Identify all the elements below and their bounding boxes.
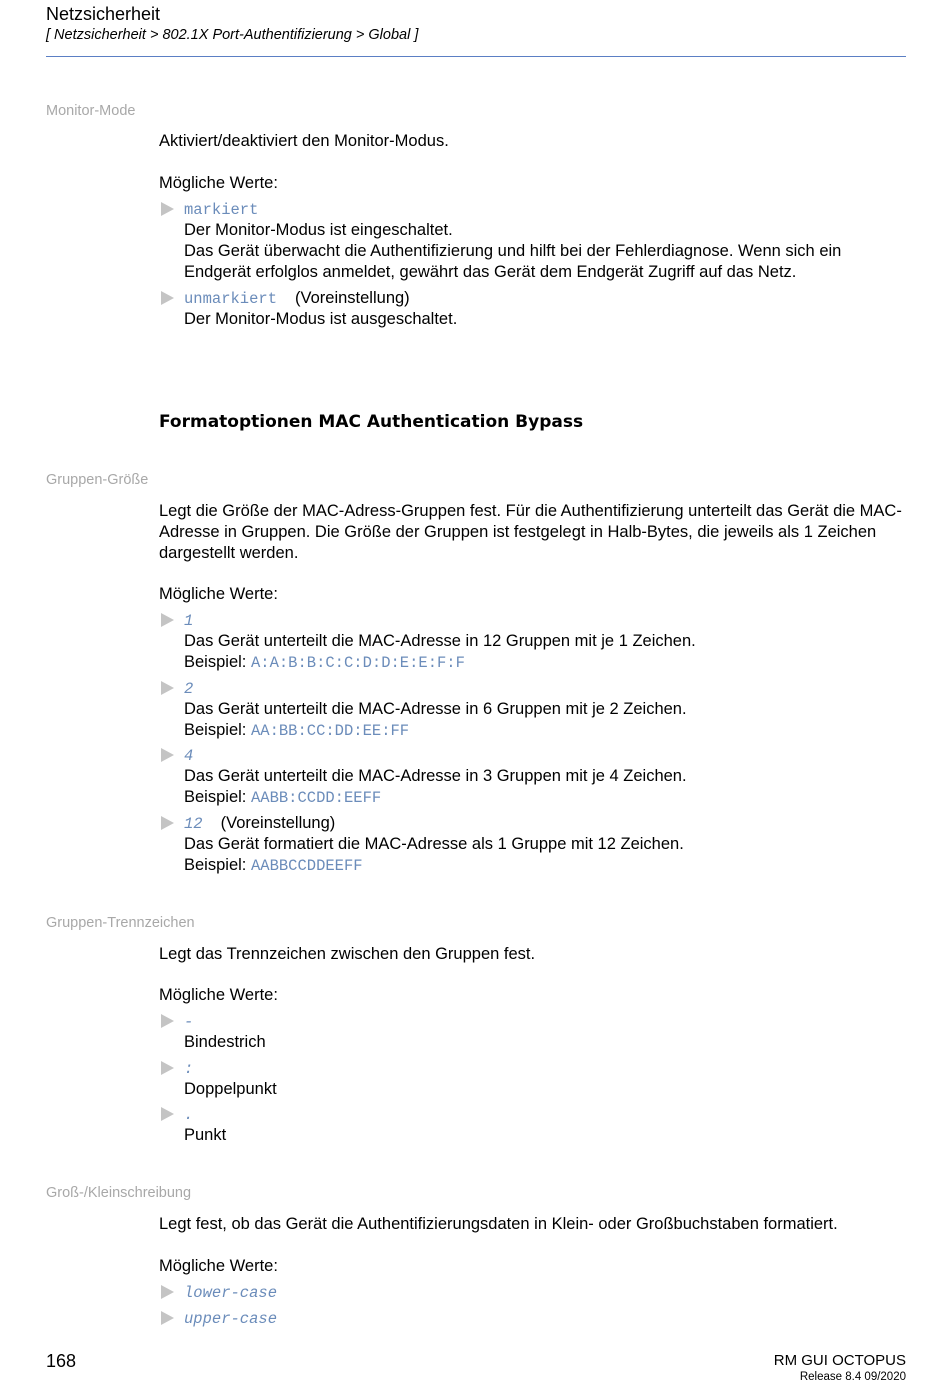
bullet-arrow-icon <box>161 1061 174 1075</box>
case-label: Groß-/Kleinschreibung <box>46 1185 192 1201</box>
group-size-description: Legt die Größe der MAC-Adress-Gruppen fest. Für die Authentifizierung unterteilt das Gerät die MAC-Adresse in Gruppen. Die Größe der Gruppen ist festgelegt in Halb-Bytes, die jeweils als 1 Zeichen dargestellt werden. <box>159 502 902 562</box>
option-description: Das Gerät überwacht die Authentifizierung und hilft bei der Fehlerdiagnose. Wenn sich ein Endgerät erfolglos anmeldet, gewährt das Gerät dem Endgerät Zugriff auf das Netz. <box>184 242 842 281</box>
monitor-mode-option-checked <box>184 199 258 221</box>
example-label: Beispiel: <box>184 721 247 739</box>
option-value: : <box>184 1060 194 1078</box>
default-note: (Voreinstellung) <box>220 814 336 832</box>
option-value: . <box>184 1106 194 1124</box>
group-size-option-1 <box>184 610 193 632</box>
bullet-arrow-icon <box>161 613 174 627</box>
group-separator-values-label: Mögliche Werte: <box>159 986 278 1004</box>
bullet-arrow-icon <box>161 1014 174 1028</box>
default-note: (Voreinstellung) <box>295 289 410 307</box>
option-description: Das Gerät unterteilt die MAC-Adresse in 12 Gruppen mit je 1 Zeichen. <box>184 632 696 650</box>
option-description: Doppelpunkt <box>184 1080 277 1098</box>
release-info: Release 8.4 09/2020 <box>799 1371 906 1383</box>
option-example <box>184 855 363 877</box>
group-size-option-12 <box>184 813 335 835</box>
option-value: lower-case <box>184 1284 278 1302</box>
case-option-lower <box>184 1282 277 1304</box>
example-value: AABBCCDDEEFF <box>250 857 363 875</box>
group-separator-label: Gruppen-Trennzeichen <box>46 915 195 931</box>
breadcrumb: [ Netzsicherheit > 802.1X Port-Authentifizierung > Global ] <box>46 27 419 43</box>
case-option-upper <box>184 1308 277 1330</box>
bullet-arrow-icon <box>161 1285 174 1299</box>
option-value: 1 <box>184 612 194 630</box>
example-value: AABB:CCDD:EEFF <box>250 789 382 807</box>
header-divider <box>46 56 906 57</box>
separator-option-hyphen <box>184 1011 193 1033</box>
group-size-label: Gruppen-Größe <box>46 472 149 488</box>
separator-option-colon <box>184 1058 193 1080</box>
bullet-arrow-icon <box>161 1107 174 1121</box>
bullet-arrow-icon <box>161 291 174 305</box>
option-value: 12 <box>184 815 203 833</box>
separator-option-dot <box>184 1104 193 1126</box>
group-separator-description: Legt das Trennzeichen zwischen den Gruppen fest. <box>159 945 536 963</box>
page-number: 168 <box>46 1351 77 1371</box>
monitor-mode-values-label: Mögliche Werte: <box>159 174 278 192</box>
page-title: Netzsicherheit <box>46 4 161 24</box>
case-values-label: Mögliche Werte: <box>159 1257 278 1275</box>
group-size-values-label: Mögliche Werte: <box>159 585 278 603</box>
option-example <box>184 652 465 674</box>
monitor-mode-option-unchecked <box>184 288 410 310</box>
option-value: upper-case <box>184 1310 278 1328</box>
option-example <box>184 720 409 742</box>
document-title: RM GUI OCTOPUS <box>773 1352 906 1369</box>
option-description: Das Gerät unterteilt die MAC-Adresse in 3 Gruppen mit je 4 Zeichen. <box>184 767 687 785</box>
example-label: Beispiel: <box>184 856 247 874</box>
option-value: - <box>184 1013 194 1031</box>
group-size-option-2 <box>184 678 193 700</box>
option-value: 2 <box>184 680 194 698</box>
option-example <box>184 787 381 809</box>
case-description: Legt fest, ob das Gerät die Authentifizierungsdaten in Klein- oder Großbuchstaben formatiert. <box>159 1215 838 1233</box>
example-value: A:A:B:B:C:C:D:D:E:E:F:F <box>250 654 465 672</box>
option-description: Der Monitor-Modus ist ausgeschaltet. <box>184 310 458 328</box>
option-value: markiert <box>184 201 259 219</box>
bullet-arrow-icon <box>161 748 174 762</box>
monitor-mode-label: Monitor-Mode <box>46 103 136 119</box>
example-label: Beispiel: <box>184 788 247 806</box>
bullet-arrow-icon <box>161 202 174 216</box>
bullet-arrow-icon <box>161 681 174 695</box>
monitor-mode-description: Aktiviert/deaktiviert den Monitor-Modus. <box>159 132 449 150</box>
option-value: unmarkiert <box>184 290 278 308</box>
bullet-arrow-icon <box>161 1311 174 1325</box>
example-value: AA:BB:CC:DD:EE:FF <box>250 722 410 740</box>
option-description: Das Gerät formatiert die MAC-Adresse als 1 Gruppe mit 12 Zeichen. <box>184 835 684 853</box>
option-description: Punkt <box>184 1126 227 1144</box>
option-description: Der Monitor-Modus ist eingeschaltet. <box>184 221 453 239</box>
option-value: 4 <box>184 747 194 765</box>
section-heading: Formatoptionen MAC Authentication Bypass <box>159 412 584 432</box>
option-description: Bindestrich <box>184 1033 266 1051</box>
option-description: Das Gerät unterteilt die MAC-Adresse in 6 Gruppen mit je 2 Zeichen. <box>184 700 687 718</box>
example-label: Beispiel: <box>184 653 247 671</box>
bullet-arrow-icon <box>161 816 174 830</box>
group-size-option-4 <box>184 745 193 767</box>
